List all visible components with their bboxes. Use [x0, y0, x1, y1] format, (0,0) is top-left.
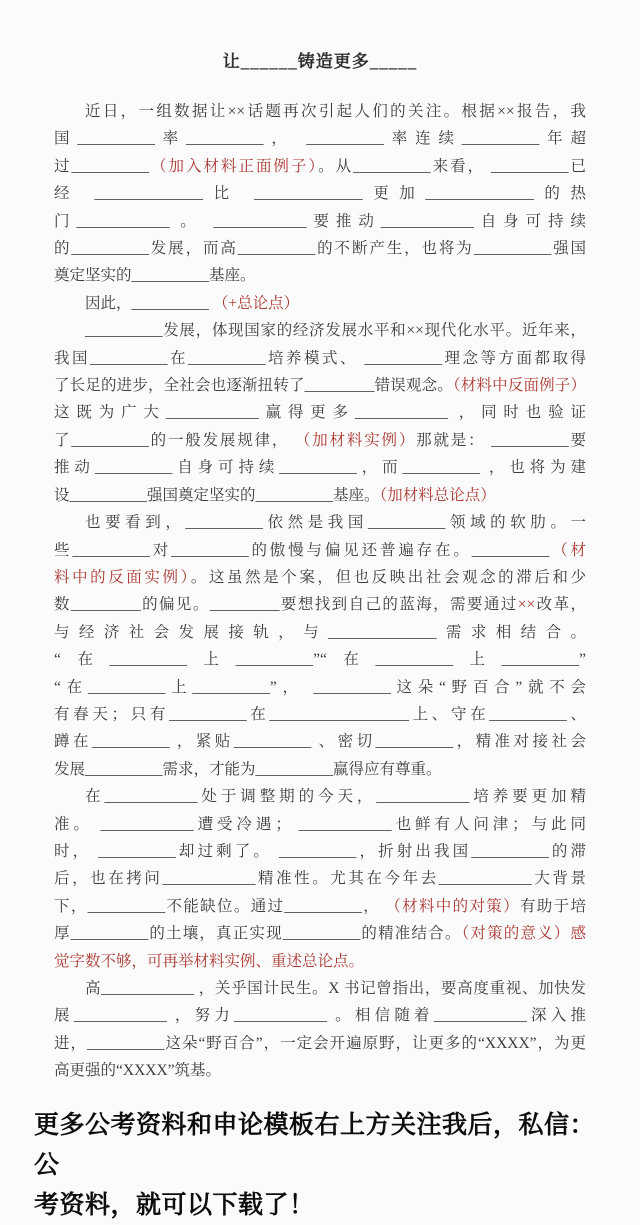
body-text: 那就是： __________要	[416, 431, 586, 449]
body-text: 数_________的偏见。_________要想找到自己的蓝海，需要通过	[54, 596, 518, 614]
body-text: 也要看到，__________依然是我国__________领域的软肋。一	[85, 514, 586, 532]
document-line	[54, 98, 586, 125]
document-line	[54, 783, 586, 810]
body-text: 高更强的“XXXX”筑基。	[54, 1062, 222, 1080]
document-line	[54, 125, 586, 152]
body-text: 推动__________自身可持续__________，而__________ ，也将为建	[54, 459, 586, 477]
annotation-red-text: （材料中的对策）	[385, 897, 520, 915]
document-line	[54, 1002, 586, 1029]
body-text: 进，__________这朵“野百合”，一定会开遍原野，让更多的“XXXX”，为更	[54, 1034, 586, 1052]
annotation-red-text: （加入材料正面例子）	[149, 157, 319, 175]
document-line	[54, 619, 586, 646]
body-text: __________发展，体现国家的经济发展水平和××现代化水平。近年来，	[85, 322, 586, 340]
document-line	[54, 1030, 586, 1057]
document-line	[54, 509, 586, 536]
annotation-red-text: （材	[549, 541, 586, 559]
footer-line: 考资料，就可以下载了！	[34, 1189, 315, 1219]
document-line	[54, 454, 586, 481]
body-text: 发展__________需求，才能为__________赢得应有尊重。	[54, 760, 442, 778]
annotation-red-text: （对策的意义）感	[461, 925, 586, 943]
body-text: 的__________发展，而高__________的不断产生，也将为__________强国	[54, 240, 586, 258]
annotation-red-text: ××	[517, 596, 536, 614]
body-text: 经 ______________比 ______________更加______________的热	[54, 185, 586, 203]
document-line	[54, 893, 586, 920]
annotation-red-text: （加材料总论点）	[379, 486, 496, 504]
body-text: 奠定坚实的__________基座。	[54, 267, 256, 285]
body-text: 了__________的一般发展规律，	[54, 431, 295, 449]
document-line	[54, 838, 586, 865]
document-line	[54, 345, 586, 372]
document-line	[54, 482, 586, 509]
document-body	[54, 98, 586, 1085]
body-text: 下，__________不能缺位。通过__________，	[54, 897, 386, 915]
body-text: 展____________ ，努力____________ 。相信随着____________深入推	[54, 1007, 586, 1025]
document-line	[54, 235, 586, 262]
body-text: 因此，__________	[85, 294, 213, 312]
body-text: 改革，	[535, 596, 586, 614]
document-line	[54, 728, 586, 755]
document-line	[54, 1057, 586, 1084]
annotation-red-text: （+总论点）	[212, 294, 300, 312]
body-text: 门____________ 。 ____________要推动____________自身可持续	[54, 212, 586, 230]
document-line	[54, 975, 586, 1002]
footer-note	[0, 1105, 640, 1225]
body-text: “在__________上__________”， __________这朵“野百合”就不会	[54, 678, 586, 696]
document-line	[54, 399, 586, 426]
document-line	[54, 290, 586, 317]
body-text: 这既为广大____________赢得更多____________ ，同时也验证	[54, 404, 586, 422]
body-text: 近日，一组数据让××话题再次引起人们的关注。根据××报告，我	[85, 103, 586, 120]
document-line	[54, 756, 586, 783]
body-text: 有春天；只有__________在__________________上、守在__________、	[54, 705, 586, 723]
annotation-red-text: 料中的反面实例）	[54, 568, 191, 586]
body-text: 厚__________的土壤，真正实现__________的精准结合。	[54, 925, 462, 943]
document-line	[54, 564, 586, 591]
body-text: “在__________上__________”“在__________上__________”	[54, 651, 586, 669]
body-text: 时， __________却过剩了。 __________，折射出我国__________的滞	[54, 842, 586, 860]
body-text: 。从__________来看， __________已	[318, 157, 586, 175]
document-line	[54, 920, 586, 947]
body-text: 有助于培	[519, 897, 586, 915]
document-line	[54, 427, 586, 454]
body-text: 在____________处于调整期的今天，____________培养要更加精	[85, 788, 586, 806]
document-line	[54, 811, 586, 838]
body-text: 高____________ ，关乎国计民生。X 书记曾指出，要高度重视、加快发	[85, 980, 586, 997]
annotation-red-text: 觉字数不够，可再举材料实例、重述总论点。	[54, 952, 365, 970]
body-text: 了长足的进步，全社会也逐渐扭转了_________错误观念。	[54, 377, 453, 395]
page-title: 让______铸造更多_____	[222, 52, 418, 71]
body-text: 准。 ____________遭受冷遇； ____________也鲜有人问津；与此同	[54, 815, 586, 833]
document-line	[54, 674, 586, 701]
body-text: 与经济社会发展接轨，与______________需求相结合。	[54, 623, 586, 641]
document-line	[54, 948, 586, 975]
document-line	[54, 591, 586, 618]
annotation-red-text: （加材料实例）	[294, 431, 417, 449]
document-line	[54, 262, 586, 289]
document-line	[54, 153, 586, 180]
body-text: 国__________率__________， __________率连续__________年超	[54, 130, 586, 148]
document-line	[54, 208, 586, 235]
annotation-red-text: （材料中反面例子）	[452, 377, 586, 395]
document-line	[54, 646, 586, 673]
footer-line: 更多公考资料和申论模板右上方关注我后，私信：公	[34, 1109, 596, 1179]
body-text: 后，也在拷问____________精准性。尤其在今年去____________大背景	[54, 870, 586, 888]
document-line	[54, 537, 586, 564]
body-text: 我国__________在__________培养模式、 __________理念等方面都取得	[54, 349, 586, 367]
document-line	[54, 372, 586, 399]
document-line	[54, 317, 586, 344]
body-text: 设__________强国奠定坚实的__________基座。	[54, 486, 380, 504]
body-text: 蹲在__________ ，紧贴__________ 、密切__________，精准对接社会	[54, 733, 586, 751]
body-text: 些__________对__________的傲慢与偏见还普遍存在。__________	[54, 541, 550, 559]
body-text: 过__________	[54, 157, 149, 175]
document-line	[54, 180, 586, 207]
body-text: 。这虽然是个案，但也反映出社会观念的滞后和少	[190, 568, 586, 586]
document-line	[54, 701, 586, 728]
document-line	[54, 865, 586, 892]
